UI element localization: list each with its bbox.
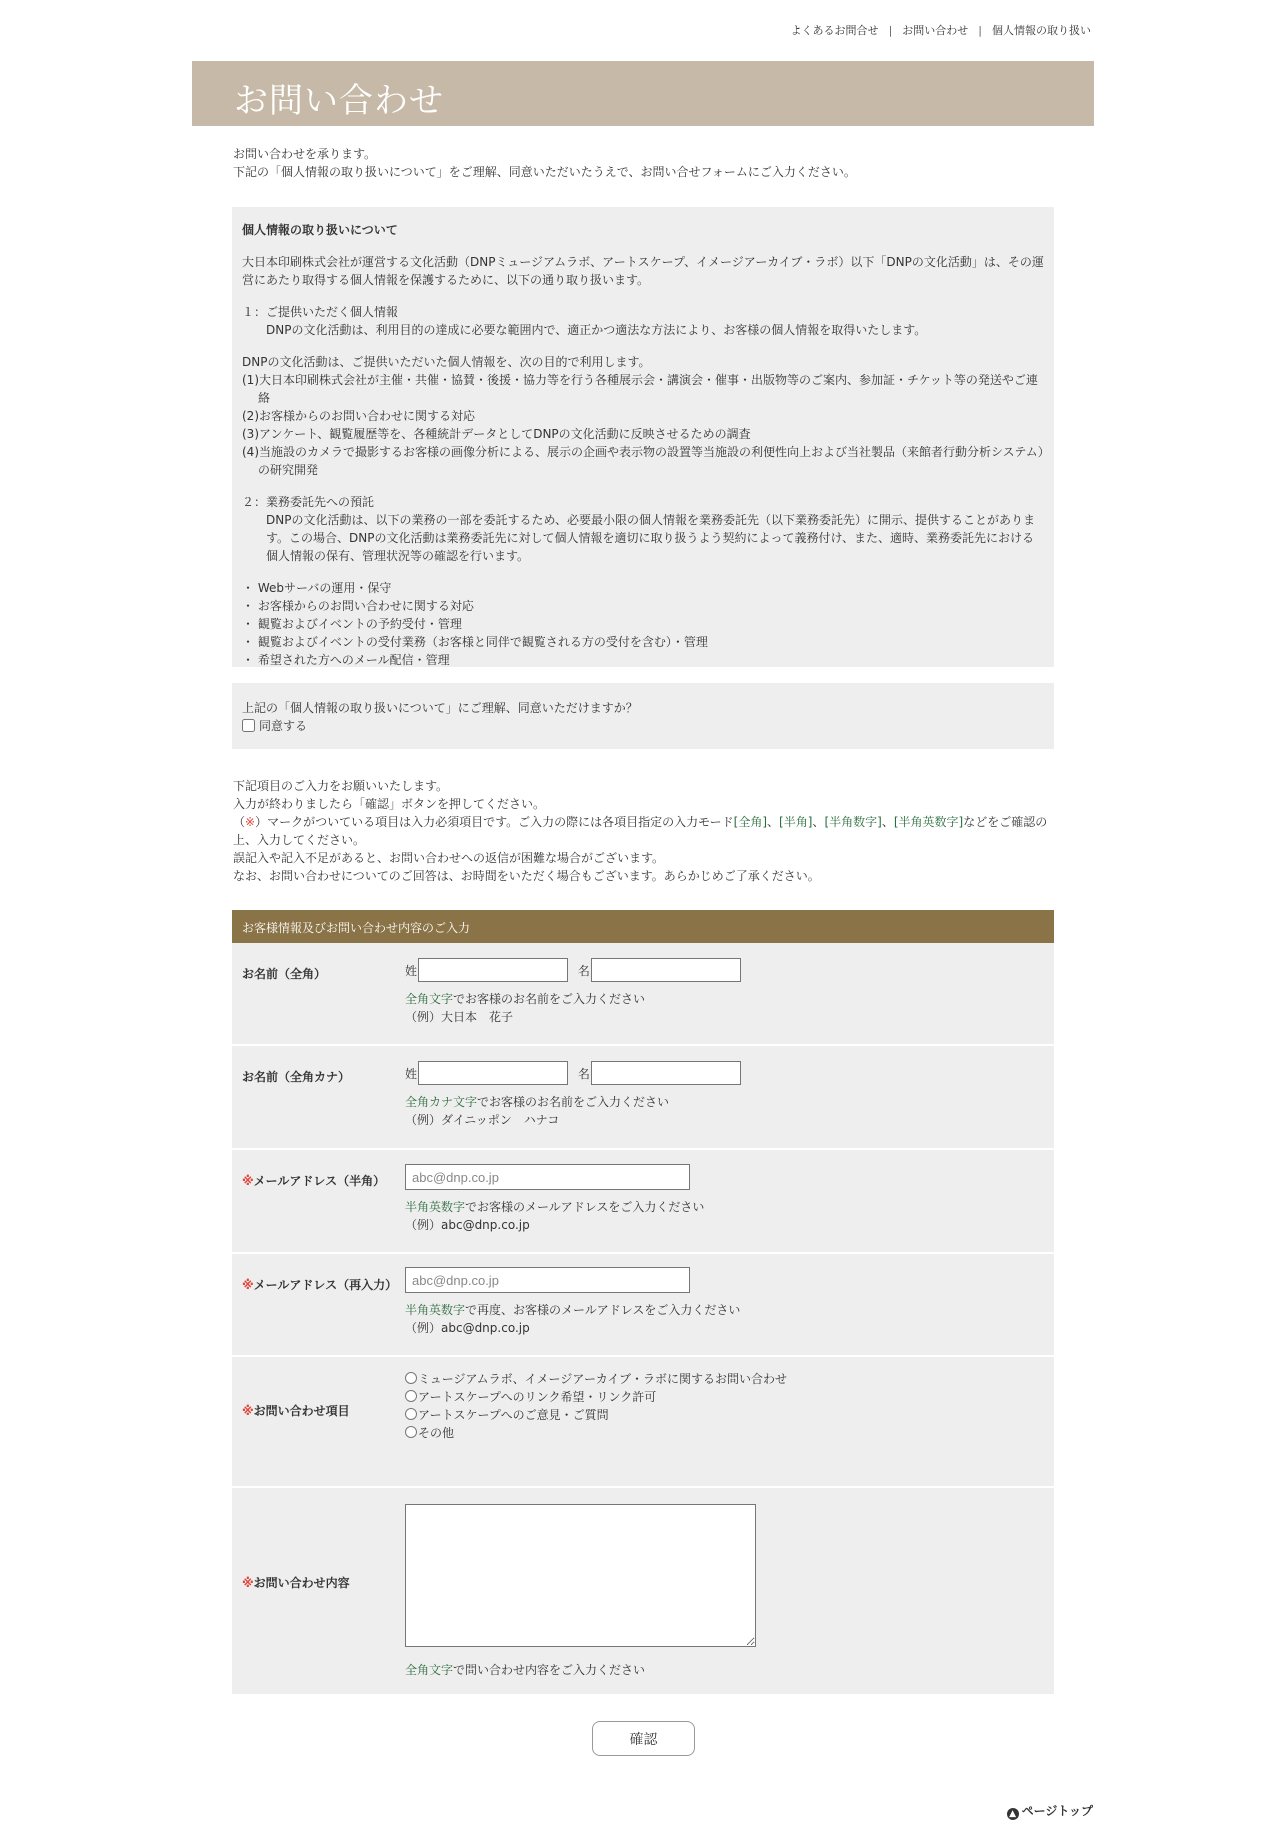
input-mode-fullwidth: [全角] bbox=[733, 815, 768, 829]
required-mark: ※ bbox=[242, 1404, 254, 1418]
category-radio[interactable] bbox=[405, 1372, 417, 1384]
privacy-task-item: ・ お客様からのお問い合わせに関する対応 bbox=[242, 599, 474, 613]
top-nav bbox=[791, 22, 1091, 38]
privacy-section-title: ２：業務委託先への預託 bbox=[242, 495, 375, 509]
category-option[interactable] bbox=[405, 1406, 787, 1424]
hint-mode: 全角文字 bbox=[405, 1663, 454, 1677]
form-row-email-confirm bbox=[232, 1254, 1054, 1357]
agree-checkbox[interactable] bbox=[242, 719, 255, 732]
category-label-text: お問い合わせ項目 bbox=[253, 1404, 350, 1418]
input-mode-halfwidth-alnum: [半角英数字] bbox=[893, 815, 964, 829]
email-hint bbox=[405, 1198, 704, 1234]
hint-mode: 半角英数字 bbox=[405, 1200, 466, 1214]
privacy-task-item: ・ Webサーバの運用・保守 bbox=[242, 581, 392, 595]
mei-label: 名 bbox=[577, 1066, 590, 1081]
hint-text: でお客様のお名前をご入力ください bbox=[477, 1095, 670, 1109]
first-name-kana-input[interactable] bbox=[591, 1061, 741, 1085]
email-confirm-label-text: メールアドレス（再入力） bbox=[253, 1278, 398, 1292]
form-notes bbox=[233, 777, 1055, 885]
hint-text: で問い合わせ内容をご入力ください bbox=[453, 1663, 646, 1677]
sei-label: 姓 bbox=[405, 963, 418, 978]
intro-text bbox=[233, 145, 856, 181]
privacy-paragraph: 大日本印刷株式会社が運営する文化活動（DNPミュージアムラボ、アートスケープ、イメージアーカイブ・ラボ）以下「DNPの文化活動」は、その運営にあたり取得する個人情報を保護するために、以下の通り取り扱います。 bbox=[242, 255, 1044, 287]
page-top-link[interactable] bbox=[1007, 1802, 1093, 1820]
note-comma: 、 bbox=[767, 815, 780, 829]
category-option[interactable] bbox=[405, 1370, 787, 1388]
agreement-question: 上記の「個人情報の取り扱いについて」にご理解、同意いただけますか？ bbox=[242, 701, 638, 715]
nav-separator: | bbox=[978, 24, 982, 37]
kana-hint bbox=[405, 1093, 741, 1129]
nav-separator: | bbox=[888, 24, 893, 37]
category-option[interactable] bbox=[405, 1424, 787, 1442]
category-option[interactable] bbox=[405, 1388, 787, 1406]
name-label: お名前（全角） bbox=[242, 967, 327, 981]
sei-label: 姓 bbox=[405, 1066, 418, 1081]
privacy-purpose-intro: DNPの文化活動は、ご提供いただいた個人情報を、次の目的で利用します。 bbox=[242, 355, 651, 369]
nav-privacy-link[interactable]: 個人情報の取り扱い bbox=[992, 24, 1091, 37]
intro-line: お問い合わせを承ります。 bbox=[233, 147, 377, 161]
privacy-purpose-item: (2)お客様からのお問い合わせに関する対応 bbox=[242, 409, 475, 423]
last-name-kana-input[interactable] bbox=[418, 1061, 568, 1085]
category-radio[interactable] bbox=[405, 1390, 417, 1402]
message-label bbox=[242, 1574, 350, 1591]
privacy-section-body: DNPの文化活動は、以下の業務の一部を委託するため、必要最小限の個人情報を業務委託先（以下業務委託先）に開示、提供することがあります。この場合、DNPの文化活動は業務委託先に対して個人情報を適切に取り扱うよう契約によって義務付け、また、適時、業務委託先における個人情報の保有、管理状況等の確認を行います。 bbox=[266, 513, 1035, 563]
note-line: 誤記入や記入不足があると、お問い合わせへの返信が困難な場合がございます。 bbox=[233, 851, 665, 865]
hint-mode: 半角英数字 bbox=[405, 1303, 466, 1317]
privacy-purpose-item: (3)アンケート、観覧履歴等を、各種統計データとしてDNPの文化活動に反映させるための調査 bbox=[242, 427, 751, 441]
category-option-label: ミュージアムラボ、イメージアーカイブ・ラボに関するお問い合わせ bbox=[418, 1372, 788, 1386]
privacy-purpose-item: (4)当施設のカメラで撮影するお客様の画像分析による、展示の企画や表示物の設置等当施設の利便性向上および当社製品（来館者行動分析システム）の研究開発 bbox=[242, 445, 1044, 477]
category-option-label: アートスケープへのご意見・ご質問 bbox=[418, 1408, 609, 1422]
category-radio[interactable] bbox=[405, 1426, 417, 1438]
mei-label: 名 bbox=[577, 963, 590, 978]
form-row-message bbox=[232, 1488, 1054, 1694]
hint-example: （例）abc@dnp.co.jp bbox=[405, 1321, 530, 1335]
hint-text: でお客様のメールアドレスをご入力ください bbox=[465, 1200, 705, 1214]
arrow-up-icon: ▲ bbox=[1007, 1808, 1019, 1820]
hint-text: でお客様のお名前をご入力ください bbox=[453, 992, 646, 1006]
required-mark: ※ bbox=[242, 1278, 254, 1292]
page-title-band bbox=[192, 61, 1094, 126]
last-name-input[interactable] bbox=[418, 958, 568, 982]
email-confirm-hint bbox=[405, 1301, 740, 1337]
privacy-section-body: DNPの文化活動は、利用目的の達成に必要な範囲内で、適正かつ適法な方法により、お客様の個人情報を取得いたします。 bbox=[266, 323, 927, 337]
note-line: 入力が終わりましたら「確認」ボタンを押してください。 bbox=[233, 797, 546, 811]
message-hint bbox=[405, 1661, 756, 1679]
hint-mode: 全角文字 bbox=[405, 992, 454, 1006]
note-text: などをご確認の上、入力してください。 bbox=[233, 815, 1048, 847]
privacy-task-item: ・ 希望された方へのメール配信・管理 bbox=[242, 653, 450, 667]
note-comma: 、 bbox=[881, 815, 894, 829]
message-label-text: お問い合わせ内容 bbox=[253, 1576, 350, 1590]
hint-example: （例）ダイニッポン ハナコ bbox=[405, 1113, 560, 1127]
hint-mode: 全角カナ文字 bbox=[405, 1095, 478, 1109]
first-name-input[interactable] bbox=[591, 958, 741, 982]
category-label bbox=[242, 1402, 350, 1419]
message-textarea[interactable] bbox=[405, 1504, 756, 1647]
form-header-title: お客様情報及びお問い合わせ内容のご入力 bbox=[242, 921, 471, 935]
page-title: お問い合わせ bbox=[234, 81, 444, 121]
agreement-box bbox=[232, 683, 1054, 749]
input-mode-halfwidth: [半角] bbox=[779, 815, 813, 829]
form-row-category bbox=[232, 1357, 1054, 1488]
email-label-text: メールアドレス（半角） bbox=[253, 1174, 386, 1188]
confirm-button[interactable]: 確認 bbox=[592, 1721, 695, 1756]
note-line bbox=[233, 813, 1055, 849]
hint-example: （例）大日本 花子 bbox=[405, 1010, 514, 1024]
nav-contact-link[interactable]: お問い合わせ bbox=[902, 24, 969, 37]
required-mark: ※ bbox=[242, 1576, 254, 1590]
privacy-title: 個人情報の取り扱いについて bbox=[242, 223, 398, 237]
category-option-label: その他 bbox=[418, 1426, 455, 1440]
form-row-email bbox=[232, 1150, 1054, 1254]
page-top-label: ページトップ bbox=[1021, 1804, 1093, 1818]
form-header bbox=[232, 910, 1054, 943]
email-input[interactable] bbox=[405, 1164, 690, 1190]
intro-line: 下記の「個人情報の取り扱いについて」をご理解、同意いただいたうえで、お問い合せフォームにご入力ください。 bbox=[233, 165, 856, 179]
kana-label: お名前（全角カナ） bbox=[242, 1070, 351, 1084]
privacy-purpose-item: (1)大日本印刷株式会社が主催・共催・協賛・後援・協力等を行う各種展示会・講演会・催事・出版物等のご案内、参加証・チケット等の発送やご連絡 bbox=[242, 373, 1038, 405]
agree-label: 同意する bbox=[259, 719, 308, 733]
privacy-task-item: ・ 観覧およびイベントの予約受付・管理 bbox=[242, 617, 462, 631]
category-radio-group bbox=[405, 1370, 787, 1442]
email-confirm-input[interactable] bbox=[405, 1267, 690, 1293]
note-text: （ bbox=[233, 815, 246, 829]
note-text: ）マークがついている項目は入力必須項目です。ご入力の際には各項目指定の入力モード bbox=[255, 815, 734, 829]
privacy-task-item: ・ 観覧およびイベントの受付業務（お客様と同伴で観覧される方の受付を含む）・管理 bbox=[242, 635, 708, 649]
nav-faq-link[interactable]: よくあるお問合せ bbox=[790, 24, 879, 37]
category-option-label: アートスケープへのリンク希望・リンク許可 bbox=[418, 1390, 657, 1404]
note-line: なお、お問い合わせについてのご回答は、お時間をいただく場合もございます。あらかじめご了承ください。 bbox=[233, 869, 820, 883]
privacy-section-title: １：ご提供いただく個人情報 bbox=[242, 305, 399, 319]
input-mode-halfwidth-digits: [半角数字] bbox=[824, 815, 882, 829]
hint-example: （例）abc@dnp.co.jp bbox=[405, 1218, 530, 1232]
agree-option[interactable] bbox=[242, 717, 307, 734]
email-confirm-label bbox=[242, 1276, 397, 1293]
note-line: 下記項目のご入力をお願いいたします。 bbox=[233, 779, 449, 793]
email-label bbox=[242, 1172, 385, 1189]
required-mark: ※ bbox=[245, 815, 256, 829]
category-radio[interactable] bbox=[405, 1408, 417, 1420]
form-row-name bbox=[232, 943, 1054, 1046]
note-comma: 、 bbox=[812, 815, 825, 829]
hint-text: で再度、お客様のメールアドレスをご入力ください bbox=[465, 1303, 741, 1317]
required-mark: ※ bbox=[242, 1174, 254, 1188]
form-row-kana bbox=[232, 1046, 1054, 1150]
privacy-policy-box[interactable] bbox=[232, 207, 1054, 667]
name-hint bbox=[405, 990, 741, 1026]
